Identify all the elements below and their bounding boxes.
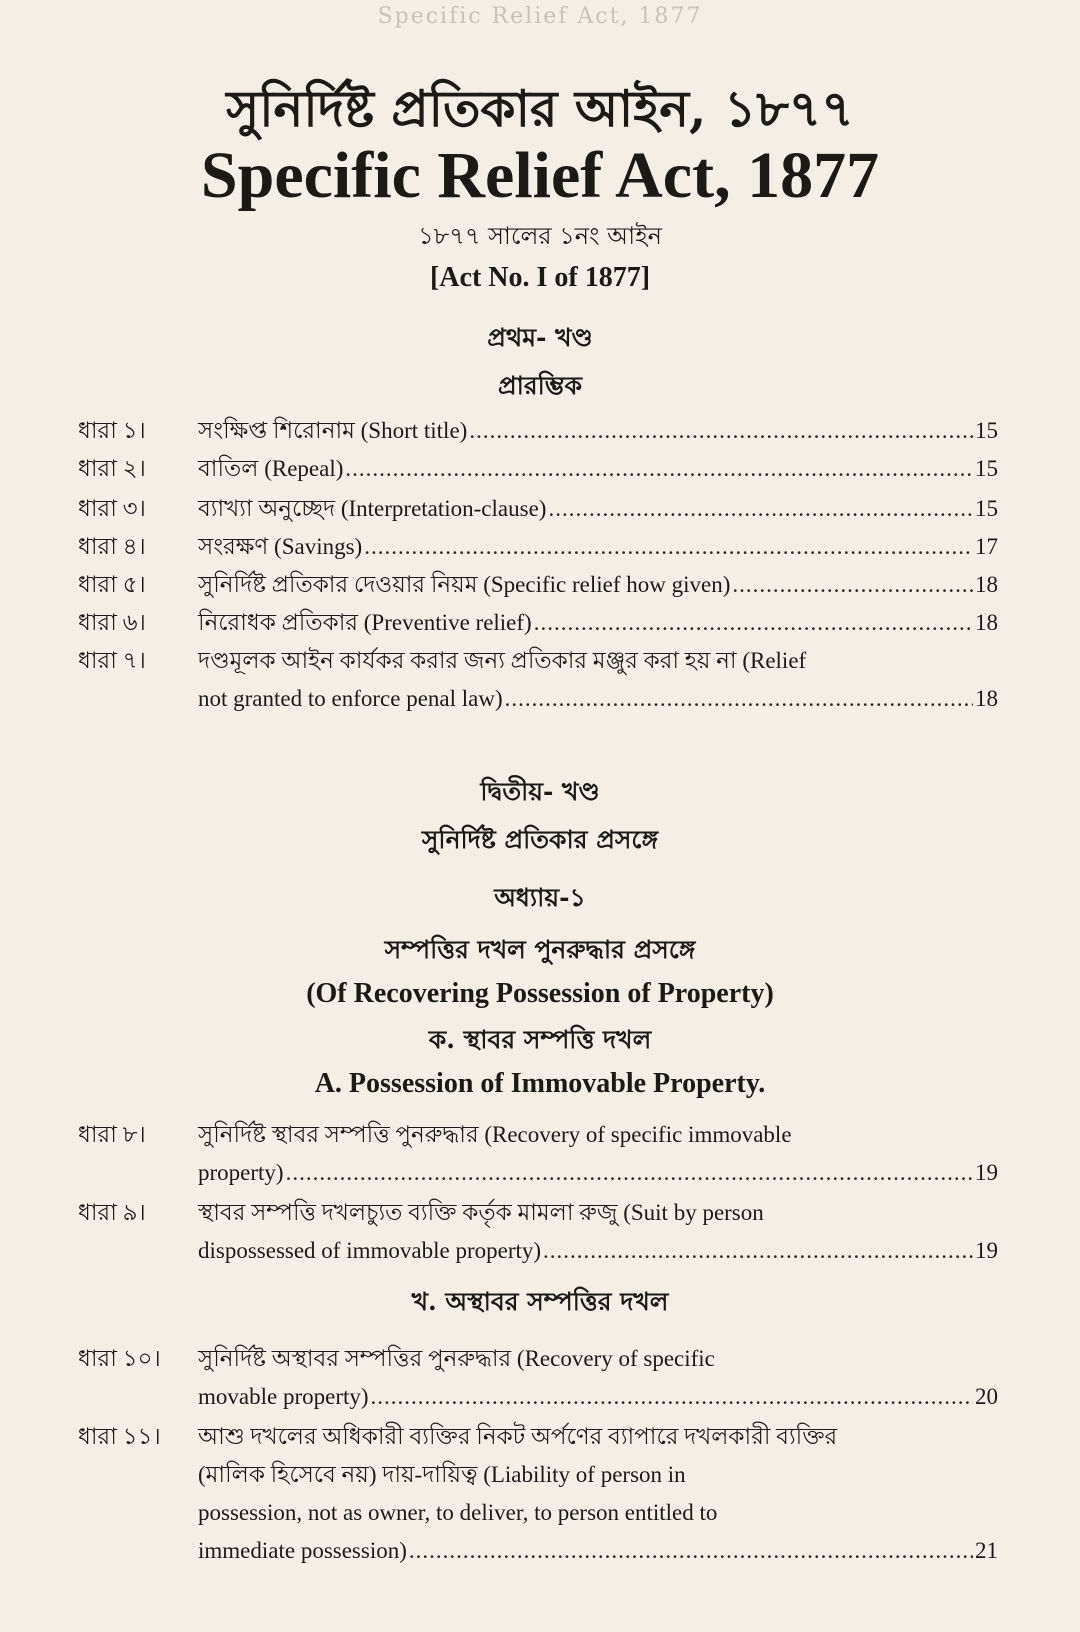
chapter-heading: অধ্যায়-১ xyxy=(494,883,586,912)
section-title: সুনির্দিষ্ট প্রতিকার দেওয়ার নিয়ম (Specific relief how given) xyxy=(198,572,731,597)
section-title-line: movable property) xyxy=(198,1384,369,1409)
section-a-heading-bengali: ক. স্থাবর সম্পত্তি দখল xyxy=(428,1025,652,1054)
section-title-line: দণ্ডমূলক আইন কার্যকর করার জন্য প্রতিকার মঞ্জুর করা হয় না (Relief xyxy=(198,648,807,673)
leader-dots xyxy=(548,490,973,528)
section-b-heading-bengali: খ. অস্থাবর সম্পত্তির দখল xyxy=(411,1287,669,1316)
section-number: ধারা ২। xyxy=(78,456,146,481)
section-title-line: সুনির্দিষ্ট অস্থাবর সম্পত্তির পুনরুদ্ধার (Recovery of specific xyxy=(198,1346,715,1371)
section-title: সংরক্ষণ (Savings) xyxy=(198,534,363,559)
section-title: নিরোধক প্রতিকার (Preventive relief) xyxy=(198,610,532,635)
section-title-line: possession, not as owner, to deliver, to person entitled to xyxy=(198,1500,718,1525)
part-one-heading: প্রথম- খণ্ড xyxy=(487,323,593,352)
toc-entry xyxy=(78,450,998,488)
running-head: Specific Relief Act, 1877 xyxy=(377,4,703,29)
page-number: 17 xyxy=(975,534,998,559)
page-number: 15 xyxy=(975,418,998,443)
section-title-line: not granted to enforce penal law) xyxy=(198,686,503,711)
toc-entry xyxy=(78,604,998,642)
section-number: ধারা ৯। xyxy=(78,1200,146,1225)
toc-entry xyxy=(78,1116,998,1192)
toc-entry xyxy=(78,490,998,528)
page-number: 18 xyxy=(975,686,998,711)
leader-dots xyxy=(345,450,973,488)
toc-entry xyxy=(78,528,998,566)
section-number: ধারা ৮। xyxy=(78,1122,146,1147)
section-title-line: property) xyxy=(198,1160,284,1185)
section-title-line: immediate possession) xyxy=(198,1538,407,1563)
leader-dots xyxy=(505,680,973,718)
section-number: ধারা ১। xyxy=(78,418,146,443)
page-number: 21 xyxy=(975,1538,998,1563)
section-a-heading-english: A. Possession of Immovable Property. xyxy=(314,1068,766,1099)
part-two-subheading: সুনির্দিষ্ট প্রতিকার প্রসঙ্গে xyxy=(421,825,659,854)
title-english: Specific Relief Act, 1877 xyxy=(200,139,880,212)
toc-entry xyxy=(78,642,998,718)
leader-dots xyxy=(371,1378,973,1416)
section-number: ধারা ৪। xyxy=(78,534,146,559)
leader-dots xyxy=(469,412,973,450)
page-number: 19 xyxy=(975,1160,998,1185)
toc-entry xyxy=(78,1340,998,1416)
part-one-subheading: প্রারম্ভিক xyxy=(497,371,583,400)
page-number: 15 xyxy=(975,496,998,521)
leader-dots xyxy=(543,1232,973,1270)
page-number: 18 xyxy=(975,610,998,635)
leader-dots xyxy=(409,1532,973,1570)
section-title: সংক্ষিপ্ত শিরোনাম (Short title) xyxy=(198,418,468,443)
page-number: 15 xyxy=(975,456,998,481)
section-title-line: dispossessed of immovable property) xyxy=(198,1238,542,1263)
leader-dots xyxy=(364,528,973,566)
section-number: ধারা ৬। xyxy=(78,610,146,635)
section-number: ধারা ১১। xyxy=(78,1424,161,1449)
act-number-english: [Act No. I of 1877] xyxy=(429,262,651,293)
section-title: বাতিল (Repeal) xyxy=(198,456,344,481)
toc-entry xyxy=(78,412,998,450)
section-number: ধারা ৩। xyxy=(78,496,146,521)
part-two-heading: দ্বিতীয়- খণ্ড xyxy=(480,777,600,806)
act-number-bengali: ১৮৭৭ সালের ১নং আইন xyxy=(418,222,662,250)
toc-entry xyxy=(78,1194,998,1270)
title-bengali: সুনির্দিষ্ট প্রতিকার আইন, ১৮৭৭ xyxy=(226,79,854,138)
toc-entry xyxy=(78,1418,998,1570)
chapter-title-english: (Of Recovering Possession of Property) xyxy=(306,978,774,1009)
section-title-line: আশু দখলের অধিকারী ব্যক্তির নিকট অর্পণের ব্যাপারে দখলকারী ব্যক্তির xyxy=(198,1424,838,1449)
section-title-line: সুনির্দিষ্ট স্থাবর সম্পত্তি পুনরুদ্ধার (Recovery of specific immovable xyxy=(198,1122,792,1147)
section-number: ধারা ১০। xyxy=(78,1346,161,1371)
page-number: 19 xyxy=(975,1238,998,1263)
chapter-title-bengali: সম্পত্তির দখল পুনরুদ্ধার প্রসঙ্গে xyxy=(384,935,696,964)
page-number: 20 xyxy=(975,1384,998,1409)
section-title: ব্যাখ্যা অনুচ্ছেদ (Interpretation-clause) xyxy=(198,496,547,521)
leader-dots xyxy=(732,566,973,604)
leader-dots xyxy=(534,604,973,642)
leader-dots xyxy=(286,1154,973,1192)
section-number: ধারা ৭। xyxy=(78,648,146,673)
section-title-line: (মালিক হিসেবে নয়) দায়-দায়িত্ব (Liability of person in xyxy=(198,1462,686,1487)
toc-entry xyxy=(78,566,998,604)
section-number: ধারা ৫। xyxy=(78,572,146,597)
page-number: 18 xyxy=(975,572,998,597)
section-title-line: স্থাবর সম্পত্তি দখলচ্যুত ব্যক্তি কর্তৃক মামলা রুজু (Suit by person xyxy=(198,1200,764,1225)
